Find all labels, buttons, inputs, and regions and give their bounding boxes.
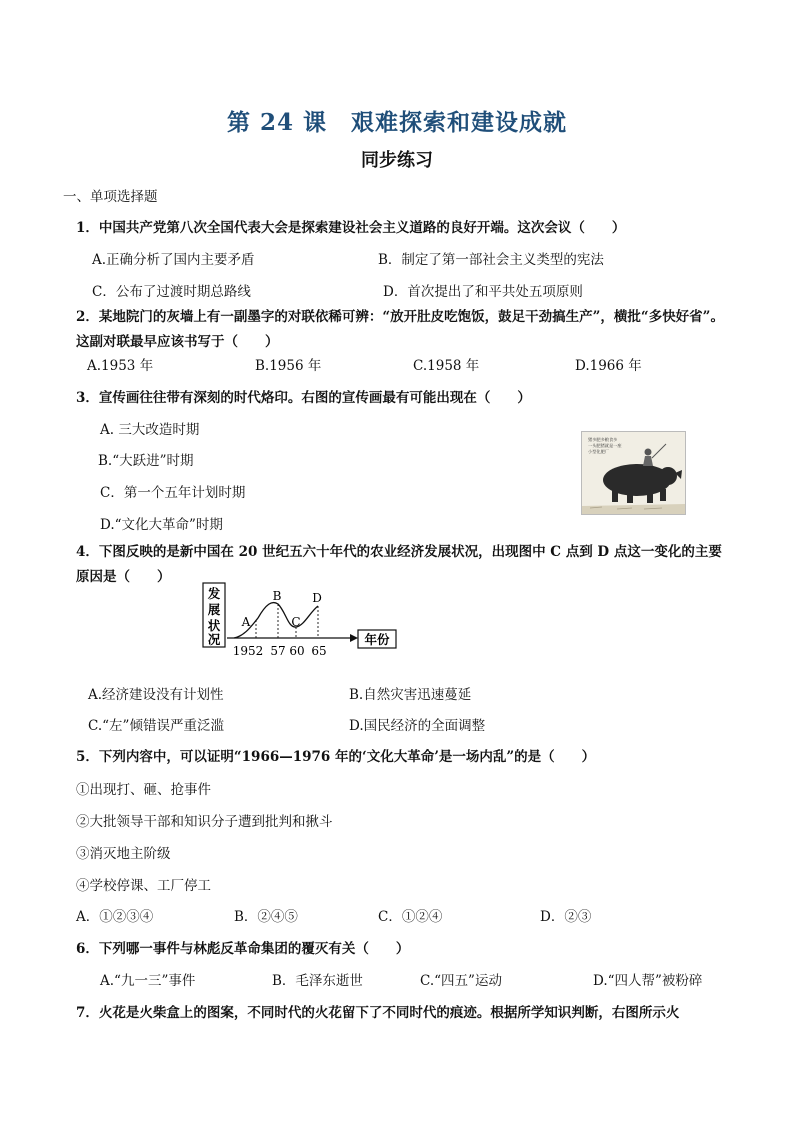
question-2-option-d: D.1966 年 bbox=[575, 358, 642, 374]
chart-ylabel-char: 况 bbox=[207, 632, 221, 647]
question-3-option-d: D.“文化大革命”时期 bbox=[100, 517, 223, 533]
chart-point-label: D bbox=[312, 591, 322, 605]
question-2-option-c: C.1958 年 bbox=[413, 358, 480, 374]
chart-tick-label: 60 bbox=[289, 644, 305, 658]
question-2-option-b: B.1956 年 bbox=[255, 358, 322, 374]
question-7-stem: 7．火花是火柴盒上的图案，不同时代的火花留下了不同时代的痕迹。根据所学知识判断，右图所示火 bbox=[76, 1005, 680, 1021]
question-6-stem: 6．下列哪一事件与林彪反革命集团的覆灭有关（ ） bbox=[76, 941, 410, 957]
chart-point-label: C bbox=[291, 615, 301, 629]
question-4-option-a: A.经济建设没有计划性 bbox=[88, 687, 224, 703]
question-5-option-c: C．①②④ bbox=[378, 909, 443, 925]
chart-point-label: B bbox=[272, 589, 282, 603]
question-1-option-d: D．首次提出了和平共处五项原则 bbox=[383, 284, 583, 300]
question-4-stem: 4．下图反映的是新中国在 20 世纪五六十年代的农业经济发展状况，出现图中 C 点到 D 点这一变化的主要原因是（ ） bbox=[76, 544, 722, 585]
page-subtitle: 同步练习 bbox=[361, 150, 433, 171]
question-5-item-2: ②大批领导干部和知识分子遭到批判和揪斗 bbox=[76, 814, 333, 830]
question-3-stem: 3．宣传画往往带有深刻的时代烙印。右图的宣传画最有可能出现在（ ） bbox=[76, 390, 531, 406]
chart-tick-label: 65 bbox=[311, 644, 327, 658]
question-3-option-c: C．第一个五年计划时期 bbox=[100, 485, 246, 501]
chart-ylabel-char: 展 bbox=[207, 602, 221, 617]
propaganda-poster-image bbox=[581, 431, 686, 515]
question-4-option-b: B.自然灾害迅速蔓延 bbox=[349, 687, 472, 703]
question-5-option-b: B．②④⑤ bbox=[234, 909, 298, 925]
chart-x-axis-arrow bbox=[350, 634, 358, 642]
question-3-option-a: A. 三大改造时期 bbox=[100, 422, 200, 438]
question-1-option-b: B．制定了第一部社会主义类型的宪法 bbox=[378, 252, 604, 268]
question-1-option-c: C．公布了过渡时期总路线 bbox=[92, 284, 251, 300]
question-4-option-d: D.国民经济的全面调整 bbox=[349, 718, 486, 734]
question-5-option-d: D．②③ bbox=[540, 909, 592, 925]
chart-tick-label: 1952 bbox=[232, 644, 264, 658]
poster-text-line: 猪多肥多粮食多 bbox=[588, 437, 618, 442]
question-5-item-4: ④学校停课、工厂停工 bbox=[76, 878, 211, 894]
question-5-option-a: A．①②③④ bbox=[76, 909, 154, 925]
question-3-option-b: B.“大跃进”时期 bbox=[98, 453, 194, 469]
poster-text-line: 一头肥猪就是一座 bbox=[588, 443, 622, 448]
chart-ylabel-char: 发 bbox=[207, 586, 221, 601]
question-6-option-b: B．毛泽东逝世 bbox=[272, 973, 363, 989]
question-4-option-c: C.“左”倾错误严重泛滥 bbox=[88, 718, 224, 734]
chart-xlabel: 年份 bbox=[364, 632, 390, 647]
question-1-option-a: A.正确分析了国内主要矛盾 bbox=[92, 252, 255, 268]
question-5-stem: 5．下列内容中，可以证明“1966—1976 年的‘文化大革命’是一场内乱”的是（ ） bbox=[76, 749, 596, 765]
agriculture-development-chart bbox=[200, 580, 400, 660]
question-1-stem: 1．中国共产党第八次全国代表大会是探索建设社会主义道路的良好开端。这次会议（ ） bbox=[76, 220, 626, 236]
chart-tick-label: 57 bbox=[270, 644, 286, 658]
question-2-stem: 2．某地院门的灰墙上有一副墨字的对联依稀可辨：“放开肚皮吃饱饭，鼓足干劲搞生产”，横批“多快好省”。这副对联最早应该书写于（ ） bbox=[76, 309, 724, 350]
question-6-option-c: C.“四五”运动 bbox=[420, 973, 502, 989]
chart-point-label: A bbox=[241, 615, 251, 629]
poster-text-line: 小型化肥厂 bbox=[588, 449, 609, 454]
section-heading: 一、单项选择题 bbox=[63, 189, 158, 205]
page-title: 第 24 课 艰难探索和建设成就 bbox=[226, 109, 568, 136]
question-2-option-a: A.1953 年 bbox=[87, 358, 154, 374]
question-6-option-a: A.“九一三”事件 bbox=[100, 973, 196, 989]
question-5-item-3: ③消灭地主阶级 bbox=[76, 846, 171, 862]
question-6-option-d: D.“四人帮”被粉碎 bbox=[593, 973, 703, 989]
chart-ylabel-char: 状 bbox=[207, 618, 221, 633]
question-5-item-1: ①出现打、砸、抢事件 bbox=[76, 782, 211, 798]
